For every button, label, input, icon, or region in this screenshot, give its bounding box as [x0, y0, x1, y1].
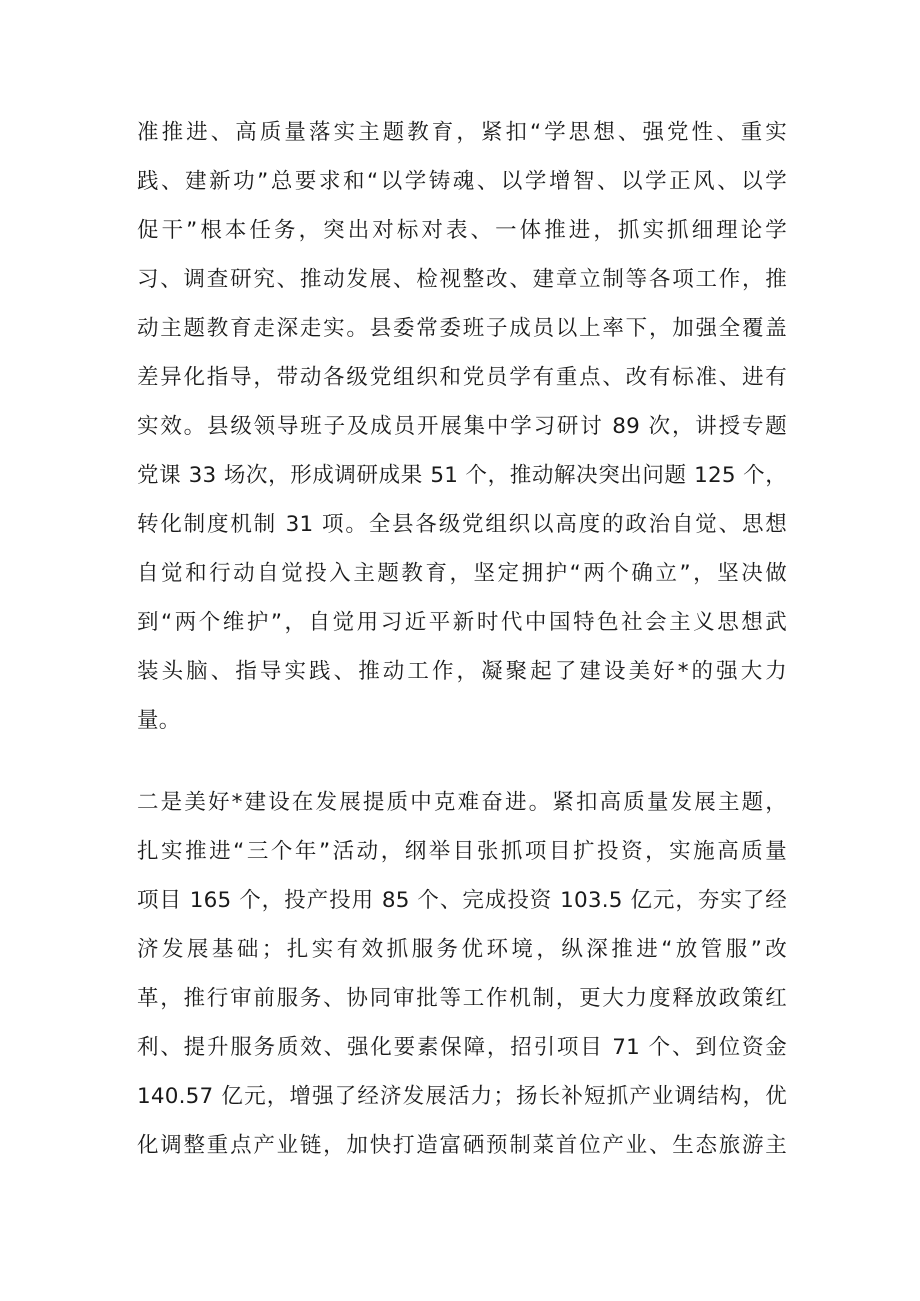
text-line: 习、调查研究、推动发展、检视整改、建章立制等各项工作，推: [137, 267, 787, 292]
paragraph-theme-education: [137, 108, 787, 745]
text-line: 准推进、高质量落实主题教育，紧扣“学思想、强党性、重实: [137, 120, 787, 145]
text-line: 自觉和行动自觉投入主题教育，坚定拥护“两个确立”，坚决做: [137, 561, 787, 586]
text-line: 140.57 亿元，增强了经济发展活力；扬长补短抓产业调结构，优: [137, 1084, 787, 1109]
text-line: 扎实推进“三个年”活动，纲举目张抓项目扩投资，实施高质量: [137, 839, 787, 864]
text-line: 装头脑、指导实践、推动工作，凝聚起了建设美好*的强大力: [137, 659, 787, 684]
text-line: 利、提升服务质效、强化要素保障，招引项目 71 个、到位资金: [137, 1035, 787, 1060]
text-line: 量。: [137, 708, 181, 733]
text-line: 践、建新功”总要求和“以学铸魂、以学增智、以学正风、以学: [137, 169, 787, 194]
text-line: 二是美好*建设在发展提质中克难奋进。紧扣高质量发展主题，: [137, 790, 787, 815]
text-line: 差异化指导，带动各级党组织和党员学有重点、改有标准、进有: [137, 365, 787, 390]
text-line: 化调整重点产业链，加快打造富硒预制菜首位产业、生态旅游主: [137, 1133, 787, 1158]
text-line: 党课 33 场次，形成调研成果 51 个，推动解决突出问题 125 个，: [137, 463, 787, 488]
text-line: 项目 165 个，投产投用 85 个、完成投资 103.5 亿元，夯实了经: [137, 888, 787, 913]
text-line: 促干”根本任务，突出对标对表、一体推进，抓实抓细理论学: [137, 218, 787, 243]
text-line: 转化制度机制 31 项。全县各级党组织以高度的政治自觉、思想: [137, 512, 787, 537]
text-line: 革，推行审前服务、协同审批等工作机制，更大力度释放政策红: [137, 986, 787, 1011]
text-line: 实效。县级领导班子及成员开展集中学习研讨 89 次，讲授专题: [137, 414, 787, 439]
text-line: 动主题教育走深走实。县委常委班子成员以上率下，加强全覆盖: [137, 316, 787, 341]
text-line: 济发展基础；扎实有效抓服务优环境，纵深推进“放管服”改: [137, 937, 787, 962]
paragraph-development: [137, 778, 787, 1170]
text-line: 到“两个维护”，自觉用习近平新时代中国特色社会主义思想武: [137, 610, 787, 635]
